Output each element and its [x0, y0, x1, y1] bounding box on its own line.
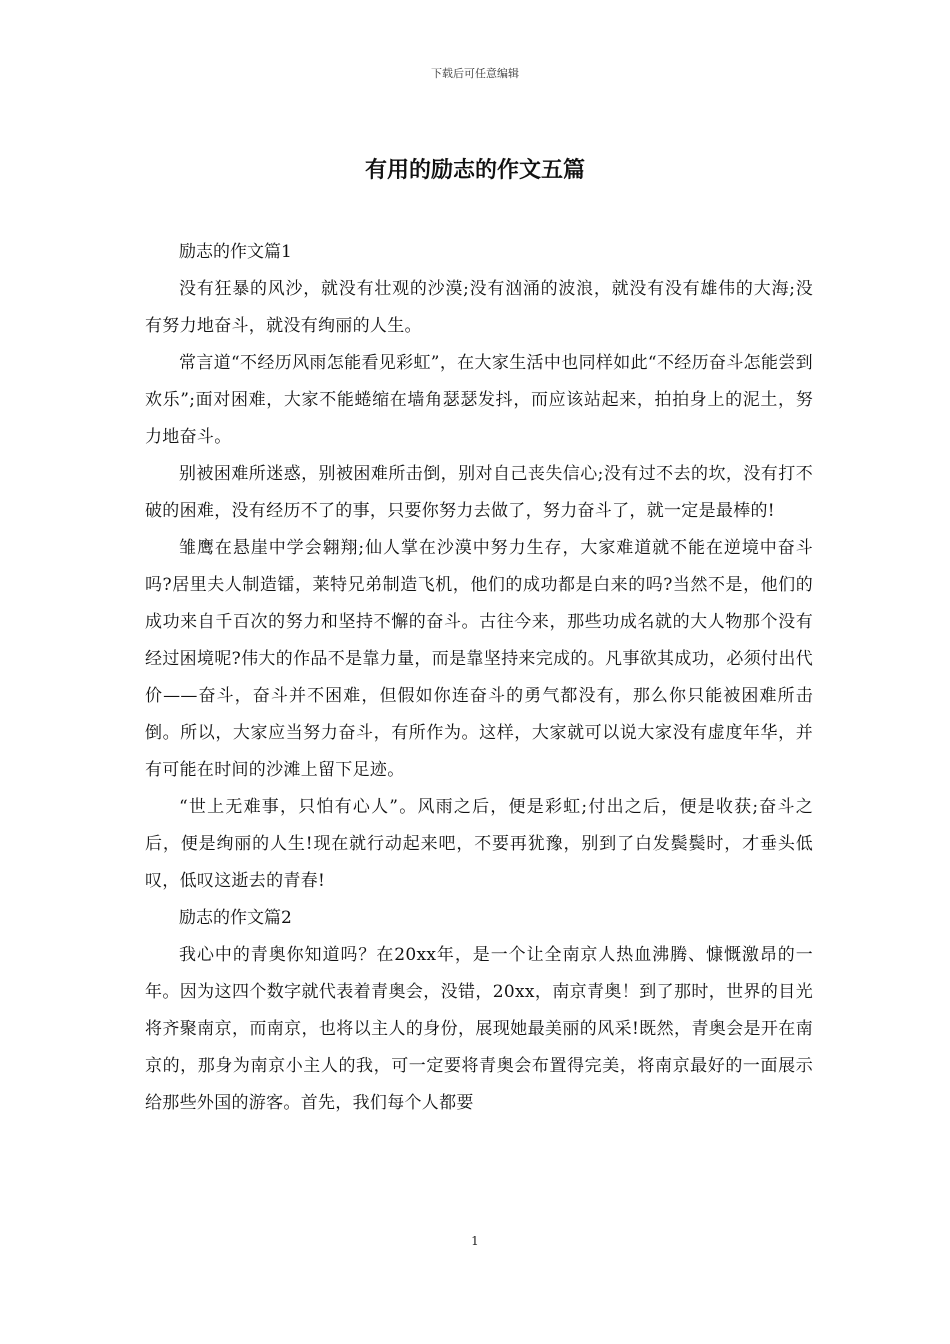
paragraph: 我心中的青奥你知道吗？在20xx年，是一个让全南京人热血沸腾、慷慨激昂的一年。因为这四个数字就代表着青奥会，没错，20xx，南京青奥！到了那时，世界的目光将齐聚南京，而南京，也将以主人的身份，展现她最美丽的风采!既然，青奥会是开在南京的，那身为南京小主人的我，可一定要将青奥会布置得完美，将南京最好的一面展示给那些外国的游客。首先，我们每个人都要: [145, 945, 813, 1113]
paragraph: 雏鹰在悬崖中学会翱翔;仙人掌在沙漠中努力生存，大家难道就不能在逆境中奋斗吗?居里夫人制造镭，莱特兄弟制造飞机，他们的成功都是白来的吗?当然不是，他们的成功来自千百次的努力和坚持不懈的奋斗。古往今来，那些功成名就的大人物那个没有经过困境呢?伟大的作品不是靠力量，而是靠坚持来完成的。凡事欲其成功，必须付出代价——奋斗，奋斗并不困难，但假如你连奋斗的勇气都没有，那么你只能被困难所击倒。所以，大家应当努力奋斗，有所作为。这样，大家就可以说大家没有虚度年华，并有可能在时间的沙滩上留下足迹。: [145, 538, 813, 780]
paragraph: 没有狂暴的风沙，就没有壮观的沙漠;没有汹涌的波浪，就没有没有雄伟的大海;没有努力地奋斗，就没有绚丽的人生。: [145, 279, 813, 336]
paragraph: 常言道“不经历风雨怎能看见彩虹”，在大家生活中也同样如此“不经历奋斗怎能尝到欢乐”;面对困难，大家不能蜷缩在墙角瑟瑟发抖，而应该站起来，拍拍身上的泥土，努力地奋斗。: [145, 353, 813, 447]
page-number: 1: [471, 1234, 479, 1248]
paragraph: “世上无难事，只怕有心人”。风雨之后，便是彩虹;付出之后，便是收获;奋斗之后，便是绚丽的人生!现在就行动起来吧，不要再犹豫，别到了白发鬓鬓时，才垂头低叹，低叹这逝去的青春!: [145, 797, 813, 891]
section-heading: 励志的作文篇2: [179, 908, 292, 928]
section-heading: 励志的作文篇1: [179, 242, 292, 262]
document-body: [145, 234, 813, 1122]
document-title: 有用的励志的作文五篇: [364, 157, 585, 183]
paragraph: 别被困难所迷惑，别被困难所击倒，别对自己丧失信心;没有过不去的坎，没有打不破的困难，没有经历不了的事，只要你努力去做了，努力奋斗了，就一定是最棒的!: [145, 464, 813, 521]
header-note: 下载后可任意编辑: [431, 67, 519, 80]
